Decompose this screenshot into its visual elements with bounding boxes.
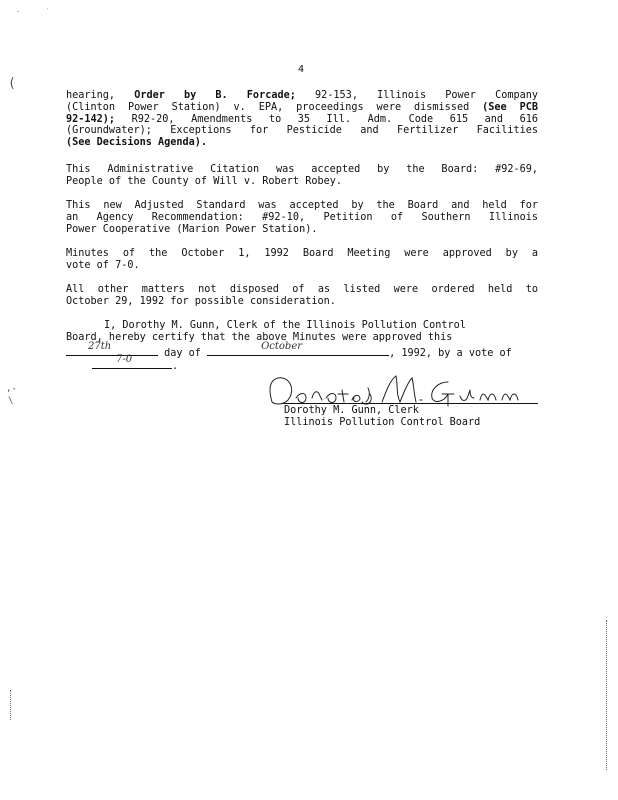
text-line: vote of 7-0. [66,259,140,271]
signatory-name: Dorothy M. Gunn, Clerk [284,405,419,416]
month-blank [207,341,389,356]
text-fragment: (Groundwater); Exceptions for Pesticide and Fertilizer Facilities [66,125,538,137]
scan-mark-left-4 [10,690,21,720]
see-reference: (See Decisions Agenda). [66,137,208,149]
certification-line-2: Board, hereby certify that the above Minutes were approved this [66,332,453,343]
handwritten-vote: 7-0 [116,354,133,365]
text-line: People of the County of Will v. Robert Robey. [66,175,343,187]
scan-mark-left-2: ,‐ [6,384,17,394]
text-line [66,90,538,102]
signature-line [282,403,538,404]
text-line: This Administrative Citation was accepted by the Board: #92-69, [66,164,538,175]
vote-blank [92,354,172,369]
certification-line-1: I, Dorothy M. Gunn, Clerk of the Illinois Pollution Control [104,320,466,331]
text-line [66,125,538,137]
scan-mark-left-3: \ [8,396,14,406]
text-fragment: R92-20, Amendments to 35 Ill. Adm. Code 615 and 616 [131,113,538,125]
order-reference: Order by B. Forcade; [134,90,296,101]
handwritten-day: 27th [88,341,112,352]
handwritten-month: October [261,341,303,352]
paragraph-decisions-continued [66,90,538,149]
paragraph-minutes-approval [66,248,538,272]
scan-mark-right-edge [606,620,608,770]
text-fragment: (Clinton Power Station) v. EPA, proceedings were dismissed [66,101,470,113]
text-line: Power Cooperative (Marion Power Station). [66,223,318,235]
paragraph-administrative-citation [66,164,538,188]
text-line [66,102,538,114]
text-fragment: 92-153, Illinois Power Company [315,90,538,101]
text-line: Minutes of the October 1, 1992 Board Meeting were approved by a [66,248,538,259]
text-fragment: . [172,361,179,372]
day-blank [66,341,158,356]
text-fragment: hearing, [66,90,116,101]
paragraph-other-matters [66,284,538,308]
handwritten-signature [262,368,542,408]
scan-mark-left-1: ( [8,76,16,91]
see-reference: (See PCB [482,101,538,113]
paragraph-adjusted-standard [66,200,538,235]
text-fragment: , 1992, by a vote of [389,348,512,359]
text-line: All other matters not disposed of as listed were ordered held to [66,284,538,295]
signatory-title: Illinois Pollution Control Board [284,417,481,428]
certification-line-4 [92,354,179,372]
text-line [66,137,538,149]
text-line: an Agency Recommendation: #92-10, Petition of Southern Illinois [66,211,538,223]
see-reference: 92-142); [66,113,116,125]
text-line: This new Adjusted Standard was accepted by the Board and held for [66,200,538,211]
text-line [66,114,538,126]
text-line: October 29, 1992 for possible consideration. [66,295,336,307]
text-fragment: day of [164,348,201,359]
page-number: 4 [298,64,305,75]
scan-marks-top-left: · ˙ [16,8,50,16]
